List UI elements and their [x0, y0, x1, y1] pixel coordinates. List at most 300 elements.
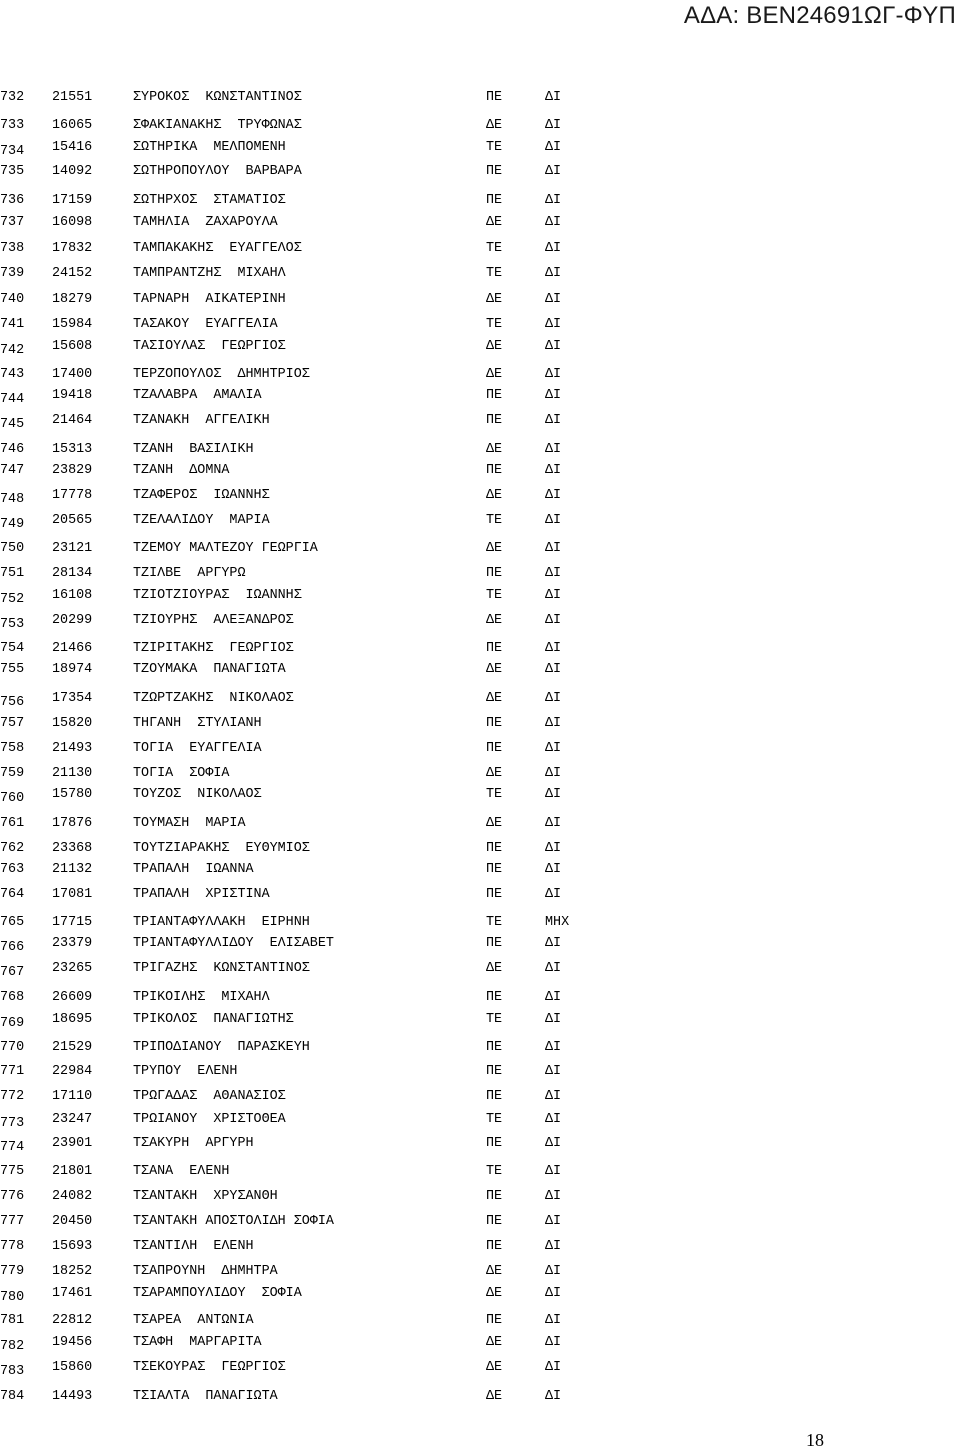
row-index: 776 — [0, 1189, 25, 1204]
row-index: 775 — [0, 1164, 25, 1179]
row-index: 784 — [0, 1389, 25, 1404]
list-row — [0, 240, 620, 258]
row-subcategory: ΔΙ — [545, 1164, 562, 1179]
row-index: 756 — [0, 695, 25, 710]
row-category: ΔΕ — [486, 541, 503, 556]
list-row — [0, 935, 620, 953]
row-category: ΠΕ — [486, 1239, 503, 1254]
row-name: ΤΡΥΠΟΥ ΕΛΕΝΗ — [133, 1064, 238, 1079]
row-index: 781 — [0, 1313, 25, 1328]
row-category: ΔΕ — [486, 1286, 503, 1301]
row-code: 21801 — [52, 1164, 93, 1179]
row-subcategory: ΔΙ — [545, 887, 562, 902]
row-index: 755 — [0, 662, 25, 677]
row-name: ΤΕΡΖΟΠΟΥΛΟΣ ΔΗΜΗΤΡΙΟΣ — [133, 367, 310, 382]
row-code: 14092 — [52, 164, 93, 179]
list-row — [0, 1285, 620, 1303]
row-category: ΔΕ — [486, 766, 503, 781]
row-category: ΔΕ — [486, 292, 503, 307]
row-code: 15313 — [52, 442, 93, 457]
row-subcategory: ΔΙ — [545, 513, 562, 528]
row-subcategory: ΔΙ — [545, 566, 562, 581]
list-row — [0, 1213, 620, 1231]
row-code: 19418 — [52, 388, 93, 403]
list-row — [0, 1163, 620, 1181]
row-subcategory: ΔΙ — [545, 1335, 562, 1350]
row-name: ΤΑΜΗΛΙΑ ΖΑΧΑΡΟΥΛΑ — [133, 215, 278, 230]
row-code: 16108 — [52, 588, 93, 603]
row-code: 20299 — [52, 613, 93, 628]
row-category: ΠΕ — [486, 164, 503, 179]
list-row — [0, 1088, 620, 1106]
row-index: 763 — [0, 862, 25, 877]
ada-identifier: ΑΔΑ: ΒΕΝ24691ΩΓ-ΦΥΠ — [683, 2, 956, 29]
row-index: 749 — [0, 517, 25, 532]
row-name: ΤΣΑΠΡΟΥΝΗ ΔΗΜΗΤΡΑ — [133, 1264, 278, 1279]
row-index: 769 — [0, 1016, 25, 1031]
list-row — [0, 661, 620, 679]
row-category: ΔΕ — [486, 662, 503, 677]
row-index: 738 — [0, 241, 25, 256]
row-code: 23265 — [52, 961, 93, 976]
row-subcategory: ΔΙ — [545, 1313, 562, 1328]
row-subcategory: ΔΙ — [545, 1089, 562, 1104]
row-subcategory: ΔΙ — [545, 1112, 562, 1127]
row-name: ΣΩΤΗΡΟΠΟΥΛΟΥ ΒΑΡΒΑΡΑ — [133, 164, 302, 179]
list-row — [0, 715, 620, 733]
list-row — [0, 1135, 620, 1153]
row-name: ΤΑΜΠΑΚΑΚΗΣ ΕΥΑΓΓΕΛΟΣ — [133, 241, 302, 256]
list-row — [0, 117, 620, 135]
list-row — [0, 89, 620, 107]
row-name: ΤΖΙΟΤΖΙΟΥΡΑΣ ΙΩΑΝΝΗΣ — [133, 588, 302, 603]
row-index: 760 — [0, 791, 25, 806]
row-name: ΤΡΙΑΝΤΑΦΥΛΛΑΚΗ ΕΙΡΗΝΗ — [133, 915, 310, 930]
row-subcategory: ΔΙ — [545, 367, 562, 382]
list-row — [0, 1388, 620, 1406]
row-category: ΠΕ — [486, 1064, 503, 1079]
row-index: 733 — [0, 118, 25, 133]
row-subcategory: ΔΙ — [545, 1214, 562, 1229]
row-category: ΠΕ — [486, 1136, 503, 1151]
row-subcategory: ΔΙ — [545, 691, 562, 706]
row-subcategory: ΔΙ — [545, 1064, 562, 1079]
list-row — [0, 462, 620, 480]
row-subcategory: ΔΙ — [545, 1136, 562, 1151]
row-code: 17354 — [52, 691, 93, 706]
row-code: 28134 — [52, 566, 93, 581]
row-code: 18974 — [52, 662, 93, 677]
row-category: ΤΕ — [486, 1112, 503, 1127]
row-code: 17159 — [52, 193, 93, 208]
row-name: ΣΦΑΚΙΑΝΑΚΗΣ ΤΡΥΦΩΝΑΣ — [133, 118, 302, 133]
row-code: 15820 — [52, 716, 93, 731]
row-name: ΤΟΥΜΑΣΗ ΜΑΡΙΑ — [133, 816, 246, 831]
row-name: ΤΣΑΡΕΑ ΑΝΤΩΝΙΑ — [133, 1313, 254, 1328]
row-code: 15860 — [52, 1360, 93, 1375]
row-code: 16098 — [52, 215, 93, 230]
row-name: ΣΩΤΗΡΙΚΑ ΜΕΛΠΟΜΕΝΗ — [133, 140, 286, 155]
row-name: ΤΡΙΠΟΔΙΑΝΟΥ ΠΑΡΑΣΚΕΥΗ — [133, 1040, 310, 1055]
row-code: 26609 — [52, 990, 93, 1005]
row-name: ΤΡΩΓΑΔΑΣ ΑΘΑΝΑΣΙΟΣ — [133, 1089, 286, 1104]
row-code: 23379 — [52, 936, 93, 951]
row-category: ΠΕ — [486, 566, 503, 581]
list-row — [0, 1039, 620, 1057]
list-row — [0, 1238, 620, 1256]
row-index: 751 — [0, 566, 25, 581]
row-code: 23901 — [52, 1136, 93, 1151]
row-category: ΠΕ — [486, 1089, 503, 1104]
row-category: ΔΕ — [486, 339, 503, 354]
row-name: ΤΡΙΚΟΛΟΣ ΠΑΝΑΓΙΩΤΗΣ — [133, 1012, 294, 1027]
list-row — [0, 540, 620, 558]
row-index: 783 — [0, 1364, 25, 1379]
row-subcategory: ΔΙ — [545, 164, 562, 179]
row-name: ΤΣΑΝΤΑΚΗ ΧΡΥΣΑΝΘΗ — [133, 1189, 278, 1204]
row-code: 21493 — [52, 741, 93, 756]
row-code: 24082 — [52, 1189, 93, 1204]
row-subcategory: ΔΙ — [545, 292, 562, 307]
row-subcategory: ΔΙ — [545, 1264, 562, 1279]
list-row — [0, 338, 620, 356]
row-index: 754 — [0, 641, 25, 656]
row-name: ΤΑΜΠΡΑΝΤΖΗΣ ΜΙΧΑΗΛ — [133, 266, 286, 281]
row-name: ΤΡΙΑΝΤΑΦΥΛΛΙΔΟΥ ΕΛΙΣΑΒΕΤ — [133, 936, 334, 951]
row-code: 23121 — [52, 541, 93, 556]
row-subcategory: ΔΙ — [545, 936, 562, 951]
row-index: 758 — [0, 741, 25, 756]
row-index: 734 — [0, 144, 25, 159]
row-name: ΤΑΣΙΟΥΛΑΣ ΓΕΩΡΓΙΟΣ — [133, 339, 286, 354]
row-code: 16065 — [52, 118, 93, 133]
row-category: ΠΕ — [486, 463, 503, 478]
row-category: ΠΕ — [486, 641, 503, 656]
row-name: ΤΑΣΑΚΟΥ ΕΥΑΓΓΕΛΙΑ — [133, 317, 278, 332]
row-subcategory: ΔΙ — [545, 741, 562, 756]
row-name: ΤΟΥΤΖΙΑΡΑΚΗΣ ΕΥΘΥΜΙΟΣ — [133, 841, 310, 856]
row-index: 753 — [0, 617, 25, 632]
row-subcategory: ΔΙ — [545, 339, 562, 354]
list-row — [0, 690, 620, 708]
list-row — [0, 960, 620, 978]
row-code: 24152 — [52, 266, 93, 281]
row-name: ΤΖΑΝΑΚΗ ΑΓΓΕΛΙΚΗ — [133, 413, 270, 428]
row-name: ΤΗΓΑΝΗ ΣΤΥΛΙΑΝΗ — [133, 716, 262, 731]
row-code: 15416 — [52, 140, 93, 155]
row-index: 740 — [0, 292, 25, 307]
row-index: 748 — [0, 492, 25, 507]
list-row — [0, 587, 620, 605]
row-index: 772 — [0, 1089, 25, 1104]
row-code: 15780 — [52, 787, 93, 802]
list-row — [0, 914, 620, 932]
row-name: ΤΣΕΚΟΥΡΑΣ ΓΕΩΡΓΙΟΣ — [133, 1360, 286, 1375]
list-row — [0, 565, 620, 583]
row-index: 747 — [0, 463, 25, 478]
row-category: ΔΕ — [486, 442, 503, 457]
list-row — [0, 1334, 620, 1352]
row-index: 732 — [0, 90, 25, 105]
row-subcategory: ΔΙ — [545, 463, 562, 478]
row-subcategory: ΔΙ — [545, 1286, 562, 1301]
list-row — [0, 441, 620, 459]
row-category: ΤΕ — [486, 140, 503, 155]
row-name: ΤΣΑΡΑΜΠΟΥΛΙΔΟΥ ΣΟΦΙΑ — [133, 1286, 302, 1301]
row-subcategory: ΜΗΧ — [545, 915, 570, 930]
row-index: 762 — [0, 841, 25, 856]
row-category: ΤΕ — [486, 588, 503, 603]
list-row — [0, 512, 620, 530]
list-row — [0, 1111, 620, 1129]
row-subcategory: ΔΙ — [545, 241, 562, 256]
row-code: 17832 — [52, 241, 93, 256]
row-name: ΤΟΥΖΟΣ ΝΙΚΟΛΑΟΣ — [133, 787, 262, 802]
row-subcategory: ΔΙ — [545, 215, 562, 230]
row-subcategory: ΔΙ — [545, 317, 562, 332]
row-code: 21551 — [52, 90, 93, 105]
row-subcategory: ΔΙ — [545, 816, 562, 831]
list-row — [0, 412, 620, 430]
row-category: ΤΕ — [486, 266, 503, 281]
row-index: 780 — [0, 1290, 25, 1305]
row-code: 17876 — [52, 816, 93, 831]
list-row — [0, 765, 620, 783]
row-category: ΠΕ — [486, 716, 503, 731]
row-code: 23247 — [52, 1112, 93, 1127]
row-subcategory: ΔΙ — [545, 488, 562, 503]
row-code: 19456 — [52, 1335, 93, 1350]
row-subcategory: ΔΙ — [545, 641, 562, 656]
row-category: ΠΕ — [486, 1313, 503, 1328]
list-row — [0, 139, 620, 157]
row-index: 741 — [0, 317, 25, 332]
row-name: ΤΟΓΙΑ ΕΥΑΓΓΕΛΙΑ — [133, 741, 262, 756]
row-code: 21464 — [52, 413, 93, 428]
row-code: 21529 — [52, 1040, 93, 1055]
list-row — [0, 640, 620, 658]
row-code: 18695 — [52, 1012, 93, 1027]
row-subcategory: ΔΙ — [545, 541, 562, 556]
row-category: ΤΕ — [486, 1012, 503, 1027]
row-category: ΔΕ — [486, 488, 503, 503]
row-index: 774 — [0, 1140, 25, 1155]
list-row — [0, 1263, 620, 1281]
row-subcategory: ΔΙ — [545, 193, 562, 208]
row-name: ΤΡΩΙΑΝΟΥ ΧΡΙΣΤΟΘΕΑ — [133, 1112, 286, 1127]
row-category: ΔΕ — [486, 215, 503, 230]
row-index: 750 — [0, 541, 25, 556]
list-row — [0, 815, 620, 833]
row-subcategory: ΔΙ — [545, 716, 562, 731]
row-name: ΤΡΙΓΑΖΗΣ ΚΩΝΣΤΑΝΤΙΝΟΣ — [133, 961, 310, 976]
row-index: 771 — [0, 1064, 25, 1079]
row-subcategory: ΔΙ — [545, 118, 562, 133]
list-row — [0, 163, 620, 181]
row-subcategory: ΔΙ — [545, 1360, 562, 1375]
page-number: 18 — [806, 1430, 824, 1450]
list-row — [0, 291, 620, 309]
row-index: 746 — [0, 442, 25, 457]
row-code: 15984 — [52, 317, 93, 332]
row-subcategory: ΔΙ — [545, 662, 562, 677]
row-code: 15693 — [52, 1239, 93, 1254]
row-category: ΔΕ — [486, 816, 503, 831]
row-category: ΠΕ — [486, 413, 503, 428]
row-subcategory: ΔΙ — [545, 1012, 562, 1027]
list-row — [0, 487, 620, 505]
row-code: 23368 — [52, 841, 93, 856]
row-name: ΤΖΕΜΟΥ ΜΑΛΤΕΖΟΥ ΓΕΩΡΓΙΑ — [133, 541, 318, 556]
row-subcategory: ΔΙ — [545, 1239, 562, 1254]
row-subcategory: ΔΙ — [545, 766, 562, 781]
row-code: 17081 — [52, 887, 93, 902]
row-code: 17400 — [52, 367, 93, 382]
row-subcategory: ΔΙ — [545, 787, 562, 802]
row-category: ΠΕ — [486, 388, 503, 403]
row-subcategory: ΔΙ — [545, 140, 562, 155]
row-category: ΠΕ — [486, 1040, 503, 1055]
list-row — [0, 840, 620, 858]
row-index: 735 — [0, 164, 25, 179]
row-name: ΤΖΑΛΑΒΡΑ ΑΜΑΛΙΑ — [133, 388, 262, 403]
row-category: ΔΕ — [486, 1389, 503, 1404]
row-name: ΤΣΑΚΥΡΗ ΑΡΓΥΡΗ — [133, 1136, 254, 1151]
row-subcategory: ΔΙ — [545, 1189, 562, 1204]
row-name: ΤΖΑΝΗ ΒΑΣΙΛΙΚΗ — [133, 442, 254, 457]
list-row — [0, 214, 620, 232]
list-row — [0, 886, 620, 904]
row-code: 18252 — [52, 1264, 93, 1279]
row-code: 23829 — [52, 463, 93, 478]
row-code: 20565 — [52, 513, 93, 528]
row-index: 744 — [0, 392, 25, 407]
row-name: ΤΣΑΝΑ ΕΛΕΝΗ — [133, 1164, 230, 1179]
row-name: ΤΣΑΦΗ ΜΑΡΓΑΡΙΤΑ — [133, 1335, 262, 1350]
list-row — [0, 861, 620, 879]
row-index: 765 — [0, 915, 25, 930]
row-subcategory: ΔΙ — [545, 990, 562, 1005]
row-category: ΠΕ — [486, 1214, 503, 1229]
row-category: ΠΕ — [486, 990, 503, 1005]
row-index: 766 — [0, 940, 25, 955]
row-category: ΠΕ — [486, 862, 503, 877]
row-code: 22984 — [52, 1064, 93, 1079]
row-category: ΔΕ — [486, 691, 503, 706]
row-code: 21466 — [52, 641, 93, 656]
list-row — [0, 316, 620, 334]
row-category: ΔΕ — [486, 367, 503, 382]
row-code: 18279 — [52, 292, 93, 307]
row-name: ΤΣΙΑΛΤΑ ΠΑΝΑΓΙΩΤΑ — [133, 1389, 278, 1404]
row-name: ΤΖΑΦΕΡΟΣ ΙΩΑΝΝΗΣ — [133, 488, 270, 503]
row-subcategory: ΔΙ — [545, 442, 562, 457]
row-subcategory: ΔΙ — [545, 1389, 562, 1404]
row-code: 17715 — [52, 915, 93, 930]
row-index: 761 — [0, 816, 25, 831]
row-subcategory: ΔΙ — [545, 613, 562, 628]
row-code: 20450 — [52, 1214, 93, 1229]
row-name: ΤΣΑΝΤΑΚΗ ΑΠΟΣΤΟΛΙΔΗ ΣΟΦΙΑ — [133, 1214, 334, 1229]
row-index: 736 — [0, 193, 25, 208]
row-code: 15608 — [52, 339, 93, 354]
list-row — [0, 740, 620, 758]
row-subcategory: ΔΙ — [545, 961, 562, 976]
row-category: ΤΕ — [486, 915, 503, 930]
row-code: 14493 — [52, 1389, 93, 1404]
row-name: ΤΡΑΠΑΛΗ ΙΩΑΝΝΑ — [133, 862, 254, 877]
row-index: 779 — [0, 1264, 25, 1279]
row-index: 742 — [0, 343, 25, 358]
row-index: 768 — [0, 990, 25, 1005]
row-category: ΤΕ — [486, 241, 503, 256]
row-category: ΔΕ — [486, 613, 503, 628]
row-index: 752 — [0, 592, 25, 607]
row-category: ΔΕ — [486, 118, 503, 133]
row-code: 17110 — [52, 1089, 93, 1104]
row-name: ΤΖΙΛΒΕ ΑΡΓΥΡΩ — [133, 566, 246, 581]
row-index: 757 — [0, 716, 25, 731]
row-category: ΔΕ — [486, 1360, 503, 1375]
list-row — [0, 265, 620, 283]
row-code: 21130 — [52, 766, 93, 781]
row-index: 759 — [0, 766, 25, 781]
row-category: ΤΕ — [486, 787, 503, 802]
list-row — [0, 989, 620, 1007]
row-category: ΤΕ — [486, 317, 503, 332]
row-name: ΤΡΙΚΟΙΛΗΣ ΜΙΧΑΗΛ — [133, 990, 270, 1005]
row-index: 739 — [0, 266, 25, 281]
row-index: 737 — [0, 215, 25, 230]
row-subcategory: ΔΙ — [545, 1040, 562, 1055]
row-subcategory: ΔΙ — [545, 862, 562, 877]
list-row — [0, 612, 620, 630]
row-code: 22812 — [52, 1313, 93, 1328]
row-category: ΤΕ — [486, 1164, 503, 1179]
row-code: 17461 — [52, 1286, 93, 1301]
row-index: 777 — [0, 1214, 25, 1229]
row-category: ΠΕ — [486, 90, 503, 105]
list-row — [0, 786, 620, 804]
row-category: ΠΕ — [486, 887, 503, 902]
row-category: ΠΕ — [486, 193, 503, 208]
row-name: ΤΖΙΟΥΡΗΣ ΑΛΕΞΑΝΔΡΟΣ — [133, 613, 294, 628]
row-category: ΠΕ — [486, 841, 503, 856]
row-code: 17778 — [52, 488, 93, 503]
row-index: 745 — [0, 417, 25, 432]
row-name: ΤΣΑΝΤΙΛΗ ΕΛΕΝΗ — [133, 1239, 254, 1254]
list-row — [0, 366, 620, 384]
list-row — [0, 1188, 620, 1206]
row-category: ΠΕ — [486, 741, 503, 756]
row-index: 770 — [0, 1040, 25, 1055]
row-index: 773 — [0, 1116, 25, 1131]
list-row — [0, 1312, 620, 1330]
row-name: ΤΖΑΝΗ ΔΟΜΝΑ — [133, 463, 230, 478]
row-index: 767 — [0, 965, 25, 980]
row-index: 743 — [0, 367, 25, 382]
list-row — [0, 1359, 620, 1377]
row-subcategory: ΔΙ — [545, 90, 562, 105]
row-name: ΤΖΟΥΜΑΚΑ ΠΑΝΑΓΙΩΤΑ — [133, 662, 286, 677]
list-row — [0, 192, 620, 210]
row-category: ΔΕ — [486, 961, 503, 976]
row-subcategory: ΔΙ — [545, 413, 562, 428]
row-name: ΤΖΩΡΤΖΑΚΗΣ ΝΙΚΟΛΑΟΣ — [133, 691, 294, 706]
row-index: 782 — [0, 1339, 25, 1354]
row-category: ΔΕ — [486, 1335, 503, 1350]
row-category: ΤΕ — [486, 513, 503, 528]
